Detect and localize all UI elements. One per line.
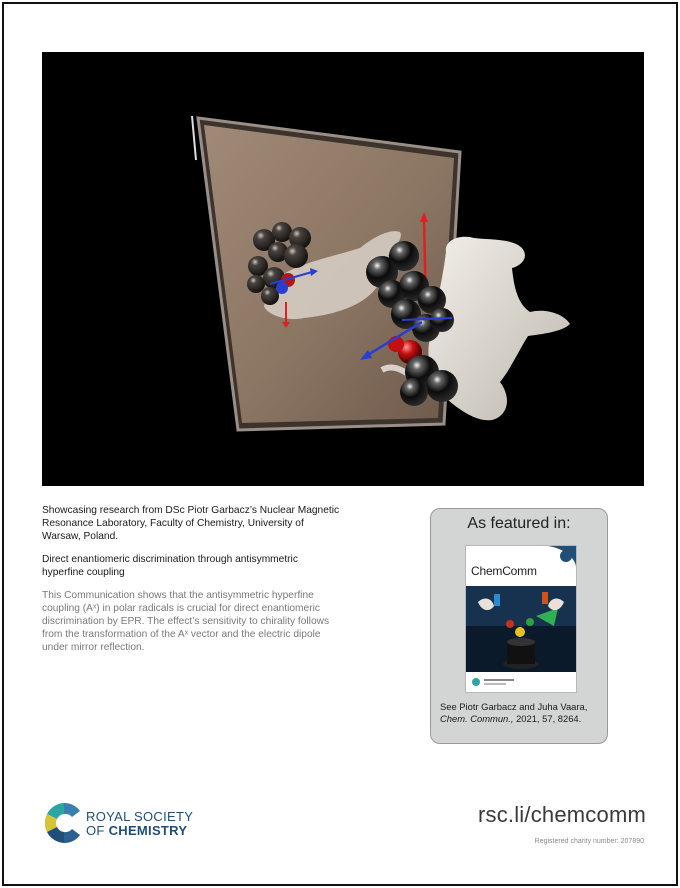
article-summary: This Communication shows that the antisymmetric hyperfine coupling (Aˣ) in polar radicals is crucial for direct enantiomeric discrimination by EPR. The effect’s sensitivity to chirality follows from the transformation of the Aˣ vector and the electric dipole under mirror reflection. xyxy=(42,590,330,653)
logo-of: OF xyxy=(86,823,109,838)
featured-heading: As featured in: xyxy=(467,515,571,532)
citation-details: 2021, 57, 8264. xyxy=(513,713,582,724)
rsc-logo-icon xyxy=(44,800,84,846)
citation-block xyxy=(440,701,605,725)
journal-url-link[interactable]: rsc.li/chemcomm xyxy=(477,802,646,827)
citation-journal: Chem. Commun., xyxy=(440,713,514,724)
journal-title: ChemComm xyxy=(471,564,537,578)
showcase-text: Showcasing research from DSc Piotr Garbacz’s Nuclear Magnetic Resonance Laboratory, Faculty of Chemistry, University of Warsaw, Poland. xyxy=(42,505,340,542)
citation-authors: See Piotr Garbacz and Juha Vaara, xyxy=(440,701,588,712)
journal-cover-thumbnail[interactable] xyxy=(465,545,577,693)
rsc-logo[interactable] xyxy=(44,800,214,846)
article-title: Direct enantiomeric discrimination through antisymmetric hyperfine coupling xyxy=(42,554,298,578)
logo-line-1: ROYAL SOCIETY xyxy=(86,809,194,824)
cover-artwork xyxy=(42,52,644,486)
rsc-logo-text xyxy=(86,810,193,838)
cover-description xyxy=(42,504,342,664)
mirror-hand-molecule-illustration xyxy=(42,52,644,486)
charity-number: Registered charity number: 207890 xyxy=(534,838,644,845)
featured-in-panel xyxy=(430,508,608,744)
citation-ref[interactable] xyxy=(440,713,605,725)
logo-line-2: CHEMISTRY xyxy=(108,823,188,838)
